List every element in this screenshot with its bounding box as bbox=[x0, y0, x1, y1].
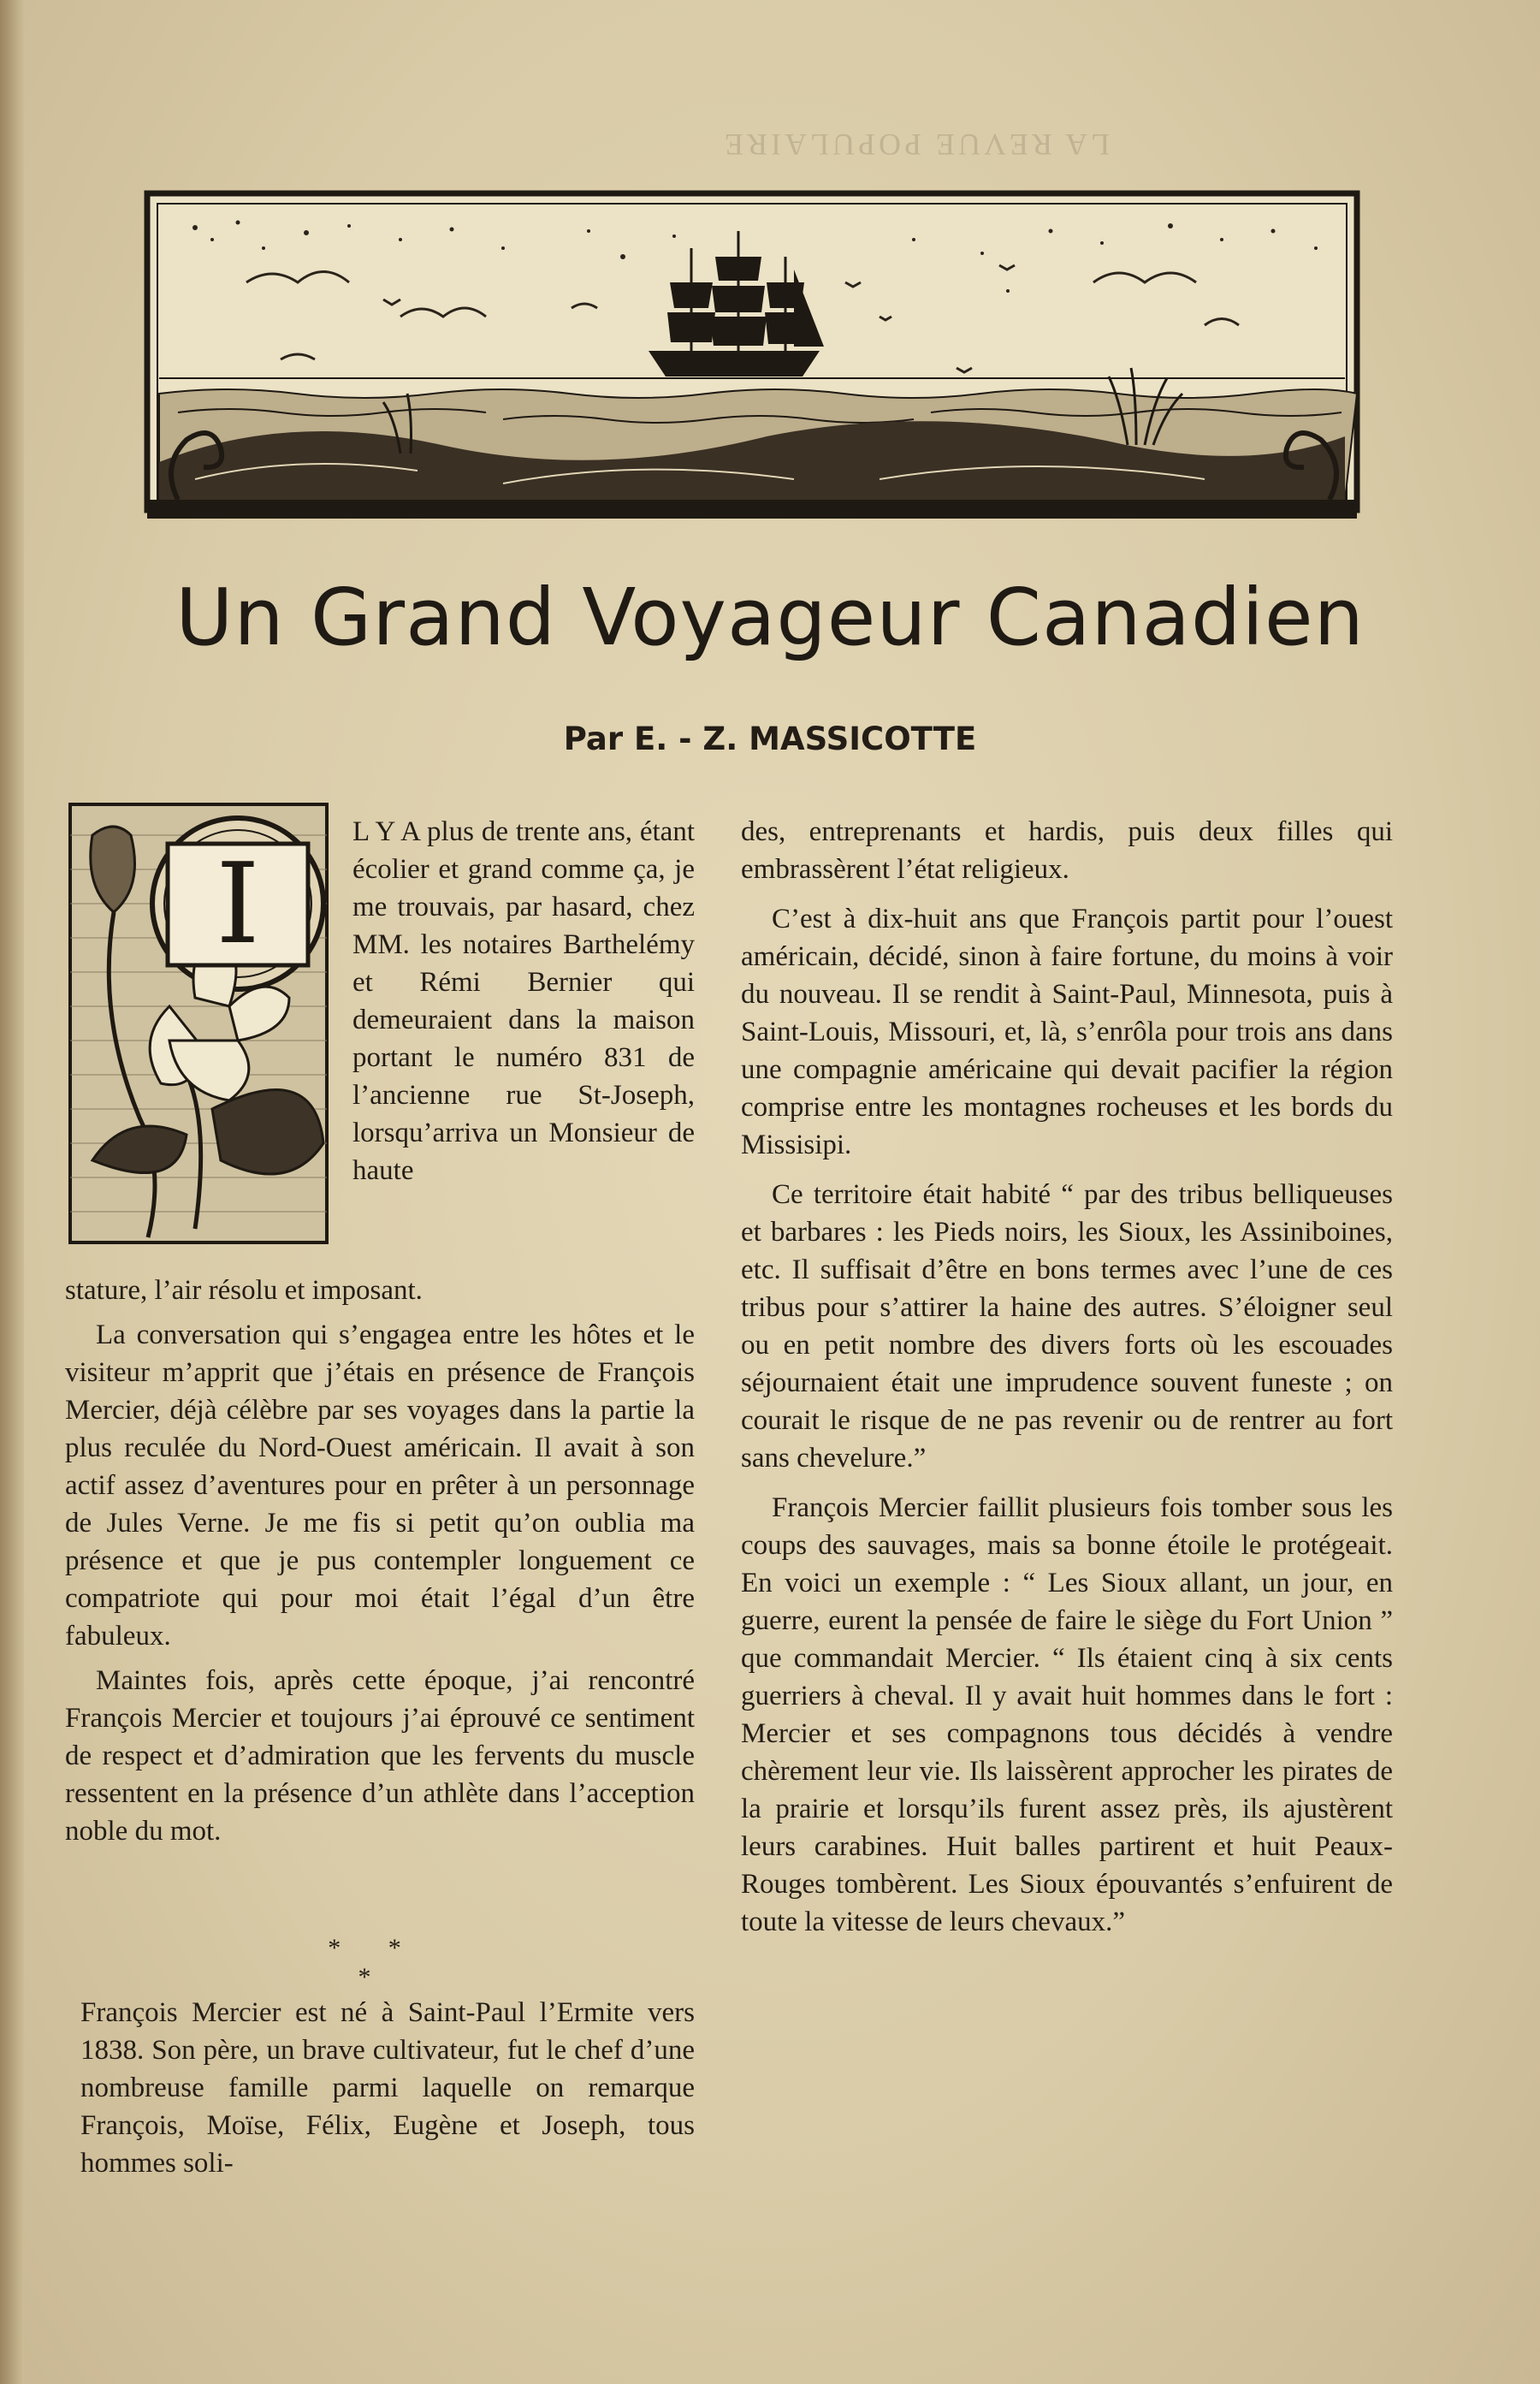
paragraph: Ce territoire était habité “ par des tribus belliqueuses et barbares : les Pieds noirs, les Sioux, les Assiniboines, etc. Il suffisait d’être en bons termes avec l’une de ces tribus pour s’attirer la haine des autres. S’éloigner seul ou en petit nombre des divers forts où les escouades séjournaient était une imprudence souvent funeste ; on courait le risque de ne pas revenir ou de rentrer au fort sans chevelure.” bbox=[741, 1179, 1393, 1474]
intro-text-beside-drop-cap: L Y A plus de trente ans, étant écolier et grand comme ça, je me trouvais, par hasard, chez MM. les notaires Barthelémy et Rémi Bernier qui demeuraient dans la maison portant le numéro 831 de l’ancienne rue St-Joseph, lorsqu’arriva un Monsieur de haute bbox=[352, 816, 695, 1186]
page-spine-shadow bbox=[0, 0, 24, 2384]
paragraph: François Mercier est né à Saint-Paul l’Ermite vers 1838. Son père, un brave cultivateur, fut le chef d’une nombreuse famille parmi laquelle on remarque François, Moïse, Félix, Eugène et Joseph, tous hommes soli- bbox=[80, 1997, 695, 2179]
paragraph: des, entreprenants et hardis, puis deux filles qui embrassèrent l’état religieux. bbox=[741, 816, 1393, 885]
paragraph: François Mercier faillit plusieurs fois tomber sous les coups des sauvages, mais sa bonne étoile le protégeait. En voici un exemple : “ Les Sioux allant, un jour, en guerre, eurent la pensée de faire le siège du Fort Union ” que commandait Mercier. “ Ils étaient cinq à six cents guerriers à cheval. Il y avait huit hommes dans le fort : Mercier et ses compagnons tous décidés à vendre chèrement leur vie. Ils laissèrent approcher les pirates de la prairie et lorsqu’ils furent assez près, ils ajustèrent leurs carabines. Huit balles partirent et huit Peaux-Rouges tombèrent. Les Sioux épouvantés s’enfuirent de toute la vitesse de leurs chevaux.” bbox=[741, 1492, 1393, 1937]
paragraph: La conversation qui s’engagea entre les hôtes et le visiteur m’apprit que j’étais en présence de François Mercier, déjà célèbre par ses voyages dans la partie la plus reculée du Nord-Ouest américain. Il avait à son actif assez d’aventures pour en prêter à un personnage de Jules Verne. Je me fis si petit qu’on oublia ma présence et que je pus contempler longuement ce compatriote qui pour moi était l’égal d’un être fabuleux. bbox=[65, 1320, 695, 1652]
section-separator: * * * bbox=[328, 1934, 422, 1991]
ornamental-drop-cap bbox=[67, 801, 330, 1246]
ship-seascape-banner-illustration bbox=[144, 188, 1364, 524]
article-title: Un Grand Voyageur Canadien bbox=[175, 572, 1365, 663]
column-1-text bbox=[65, 1272, 695, 1850]
article-byline: Par E. - Z. MASSICOTTE bbox=[563, 721, 977, 757]
column-1-bottom-text bbox=[80, 1994, 695, 2182]
column-2-text bbox=[741, 813, 1393, 1941]
drop-cap-letter: I bbox=[216, 839, 260, 969]
paragraph: Maintes fois, après cette époque, j’ai rencontré François Mercier et toujours j’ai éprouvé ce sentiment de respect et d’admiration que les fervents du muscle ressentent en la présence d’un athlète dans l’acception noble du mot. bbox=[65, 1665, 695, 1847]
show-through-running-header: LA REVUE POPULAIRE bbox=[721, 128, 1111, 162]
paragraph: C’est à dix-huit ans que François partit pour l’ouest américain, décidé, sinon à faire fortune, du moins à voir du nouveau. Il se rendit à Saint-Paul, Minnesota, puis à Saint-Louis, Missouri, et, là, s’enrôla pour trois ans dans une compagnie américaine qui devait pacifier la région comprise entre les montagnes rocheuses et les bords du Missisipi. bbox=[741, 904, 1393, 1160]
paragraph: stature, l’air résolu et imposant. bbox=[65, 1275, 423, 1306]
